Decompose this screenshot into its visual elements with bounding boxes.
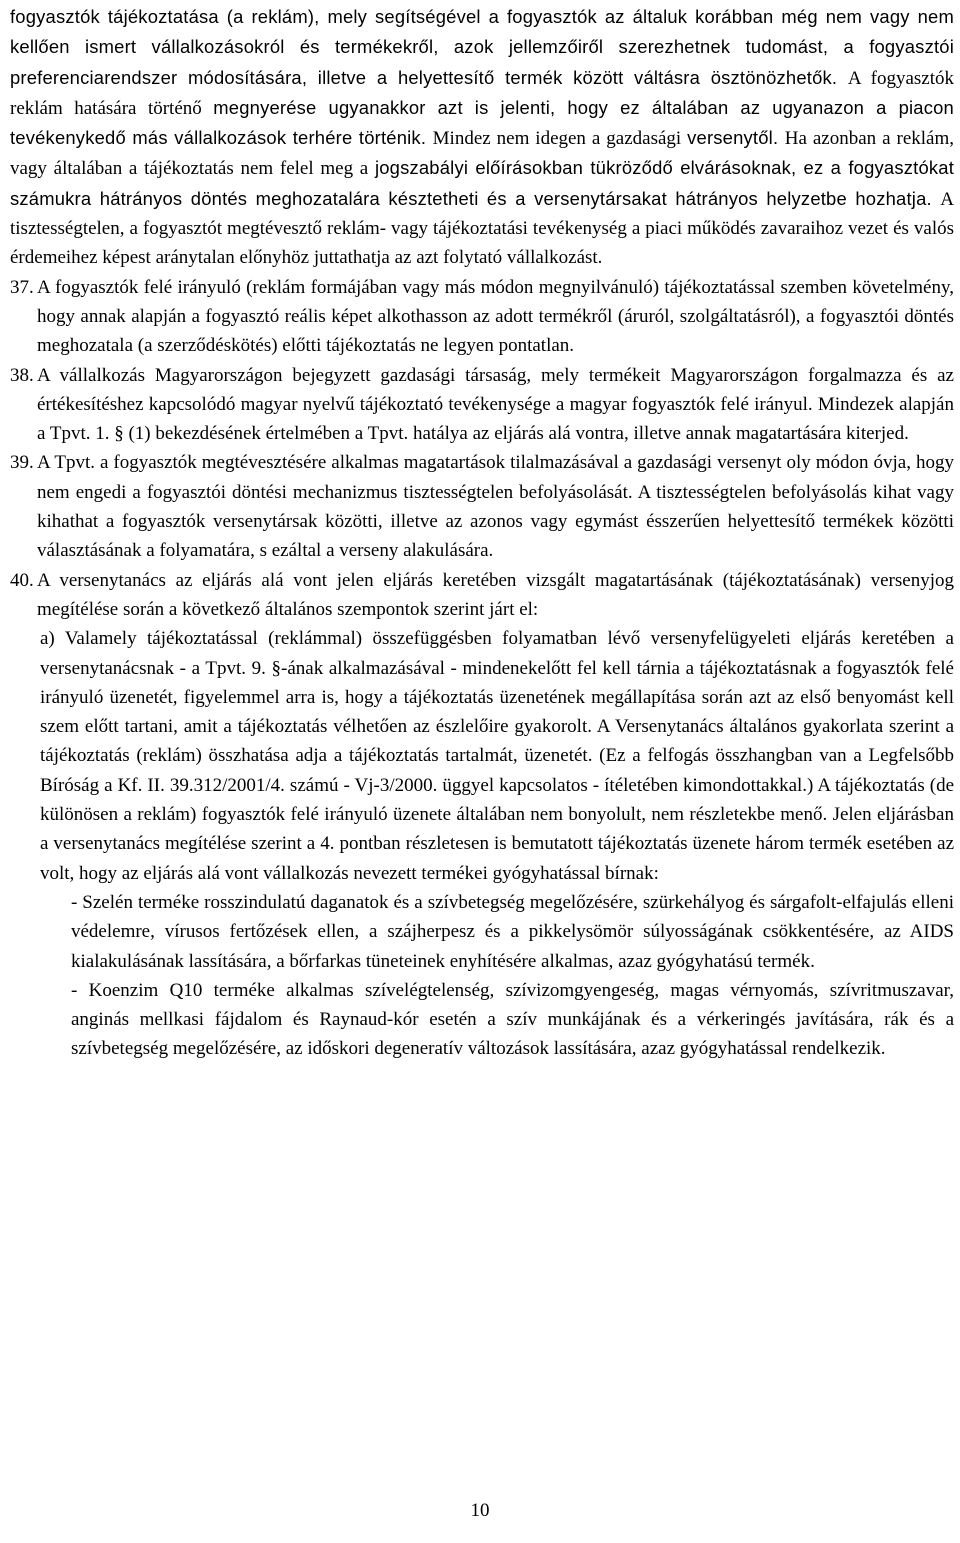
sub-item-label: a) Valamely <box>40 628 137 650</box>
intro-text-7: jogszabályi előírásokban tükröződő elvárásoknak, ez a fogyasztókat számukra hátrányos döntés meghozatalára késztetheti és a versenytársakat hátrányos helyzetbe hozhatja. <box>10 157 955 209</box>
sub-item-text <box>40 624 954 888</box>
intro-text-2: A fogyasztók reklám hatására történő <box>10 67 954 119</box>
numbered-paragraph-38 <box>10 361 954 449</box>
paragraph-text: A vállalkozás Magyarországon bejegyzett gazdasági társaság, mely termékeit Magyarországon forgalmazza és az értékesítéshez kapcsolódó magyar nyelvű tájékoztató tevékenysége a magyar fogyasztók felé irányul. Mindezek alapján a Tpvt. 1. § (1) bekezdésének értelmében a Tpvt. hatálya az eljárás alá vontra, illetve annak magatartására kiterjed. <box>37 364 954 445</box>
bullet-item-coenzyme <box>71 976 954 1064</box>
numbered-paragraph-37 <box>10 273 954 361</box>
sub-item-a <box>40 624 954 888</box>
intro-paragraph <box>10 2 954 273</box>
paragraph-text: A versenytanács az eljárás alá vont jelen eljárás keretében vizsgált magatartásának (tájékoztatásának) versenyjog megítélése során a következő általános szempontok szerint járt el: <box>37 569 954 620</box>
intro-text-3: megnyerése ugyanakkor azt is jelenti, hogy ez általában az ugyanazon a piacon tevékenykedő más vállalkozások terhére történik. <box>10 96 954 149</box>
paragraph-text: A fogyasztók felé irányuló (reklám formájában vagy más módon megnyilvánuló) tájékoztatással szemben követelmény, hogy annak alapján a fogyasztó reális képet alkothasson az adott termékről (áruról, szolgáltatásról), a fogyasztói döntés meghozatala (a szerződéskötés) előtti tájékoztatás ne legyen pontatlan. <box>37 276 954 357</box>
bullet-text <box>71 976 954 1064</box>
paragraph-number: 39. <box>10 452 34 474</box>
numbered-paragraph-39 <box>10 448 954 565</box>
intro-text-5: versenytől. <box>687 127 785 149</box>
bullet-item-selenium <box>71 888 954 976</box>
document-page <box>10 2 954 1064</box>
paragraph-body <box>37 566 954 1064</box>
page-number: 10 <box>470 1500 490 1521</box>
sub-item-content: tájékoztatással (reklámmal) összefüggésben folyamatban lévő versenyfelügyeleti eljárás keretében a versenytanácsnak - a Tpvt. 9. §-ának alkalmazásával - mindenekelőtt fel kell tárnia a tájékoztatásnak a fogyasztók felé irányuló üzenetét, figyelemmel arra is, hogy a tájékoztatás üzenetének megállapítása során azt az első benyomást kell szem előtt tartani, amit a tájékoztatás vélhetően az észlelőire gyakorolt. A Versenytanács általános gyakorlata szerint a tájékoztatás (reklám) összhatása adja a tájékoztatás tartalmát, üzenetét. (Ez a felfogás összhangban van a Legfelsőbb Bíróság a Kf. II. 39.312/2001/4. számú - Vj-3/2000. üggyel kapcsolatos - ítéletében kimondottakkal.) A tájékoztatás (de különösen a reklám) fogyasztók felé irányuló üzenete általában nem bonyolult, nem részletekbe menő. Jelen eljárásban a versenytanács megítélése szerint a 4. pontban részletesen is bemutatott tájékoztatás üzenete három termék esetében az volt, hogy az eljárás alá vont vállalkozás nevezett termékei gyógyhatással bírnak: <box>40 628 954 884</box>
paragraph-number: 37. <box>10 276 34 298</box>
numbered-paragraph-40 <box>10 566 954 1064</box>
intro-text-4: Mindez nem idegen a gazdasági <box>432 128 688 150</box>
intro-text-6: Ha azonban a reklám, vagy általában a tájékoztatás nem felel meg a <box>10 128 955 180</box>
intro-text-8: A tisztességtelen, a fogyasztót megtévesztő reklám- vagy tájékoztatási tevékenység a piaci működés zavaraihoz vezet és valós érdemeihez képest aránytalan előnyhöz juttathatja az azt folytató vállalkozást. <box>10 188 954 269</box>
bullet-lead: - Koenzim <box>71 979 159 1001</box>
intro-text-1: fogyasztók tájékoztatása (a reklám), mely segítségével a fogyasztók az általuk korábban még nem vagy nem kellően ismert vállalkozásokról és termékekről, azok jellemzőiről szerezhetnek tudomást, a fogyasztói preferenciarendszer módosítására, illetve a helyettesítő termék között váltásra ösztönözhetők. <box>10 6 954 88</box>
bullet-content: terméke rosszindulatú daganatok és a szívbetegség megelőzésére, szürkehályog és sárgafolt-elfajulás elleni védelemre, vírusos fertőzések ellen, a szájherpesz és a pikkelysömör súlyosságának csökkentésére, az AIDS kialakulásának lassítására, a bőrfarkas tüneteinek enyhítésére alkalmas, azaz gyógyhatású termék. <box>71 891 954 972</box>
bullet-content: Q10 terméke alkalmas szívelégtelenség, szívizomgyengeség, magas vérnyomás, szívritmuszavar, anginás mellkasi fájdalom és Raynaud-kór esetén a szív munkájának és a vérkeringés javítására, rák és a szívbetegség megelőzésére, az időskori degeneratív változások lassítására, azaz gyógyhatással rendelkezik. <box>71 979 954 1060</box>
paragraph-text: A Tpvt. a fogyasztók megtévesztésére alkalmas magatartások tilalmazásával a gazdasági versenyt oly módon óvja, hogy nem engedi a fogyasztói döntési mechanizmus tisztességtelen befolyásolását. A tisztességtelen befolyásolás kihat vagy kihathat a fogyasztók versenytársak közötti, illetve az azonos vagy egymást ésszerűen helyettesítő termékek közötti választásának a folyamatára, s ezáltal a verseny alakulására. <box>37 452 954 562</box>
bullet-lead: - Szelén <box>71 891 133 913</box>
bullet-text <box>71 888 954 976</box>
paragraph-number: 38. <box>10 364 34 386</box>
paragraph-number: 40. <box>10 569 34 591</box>
